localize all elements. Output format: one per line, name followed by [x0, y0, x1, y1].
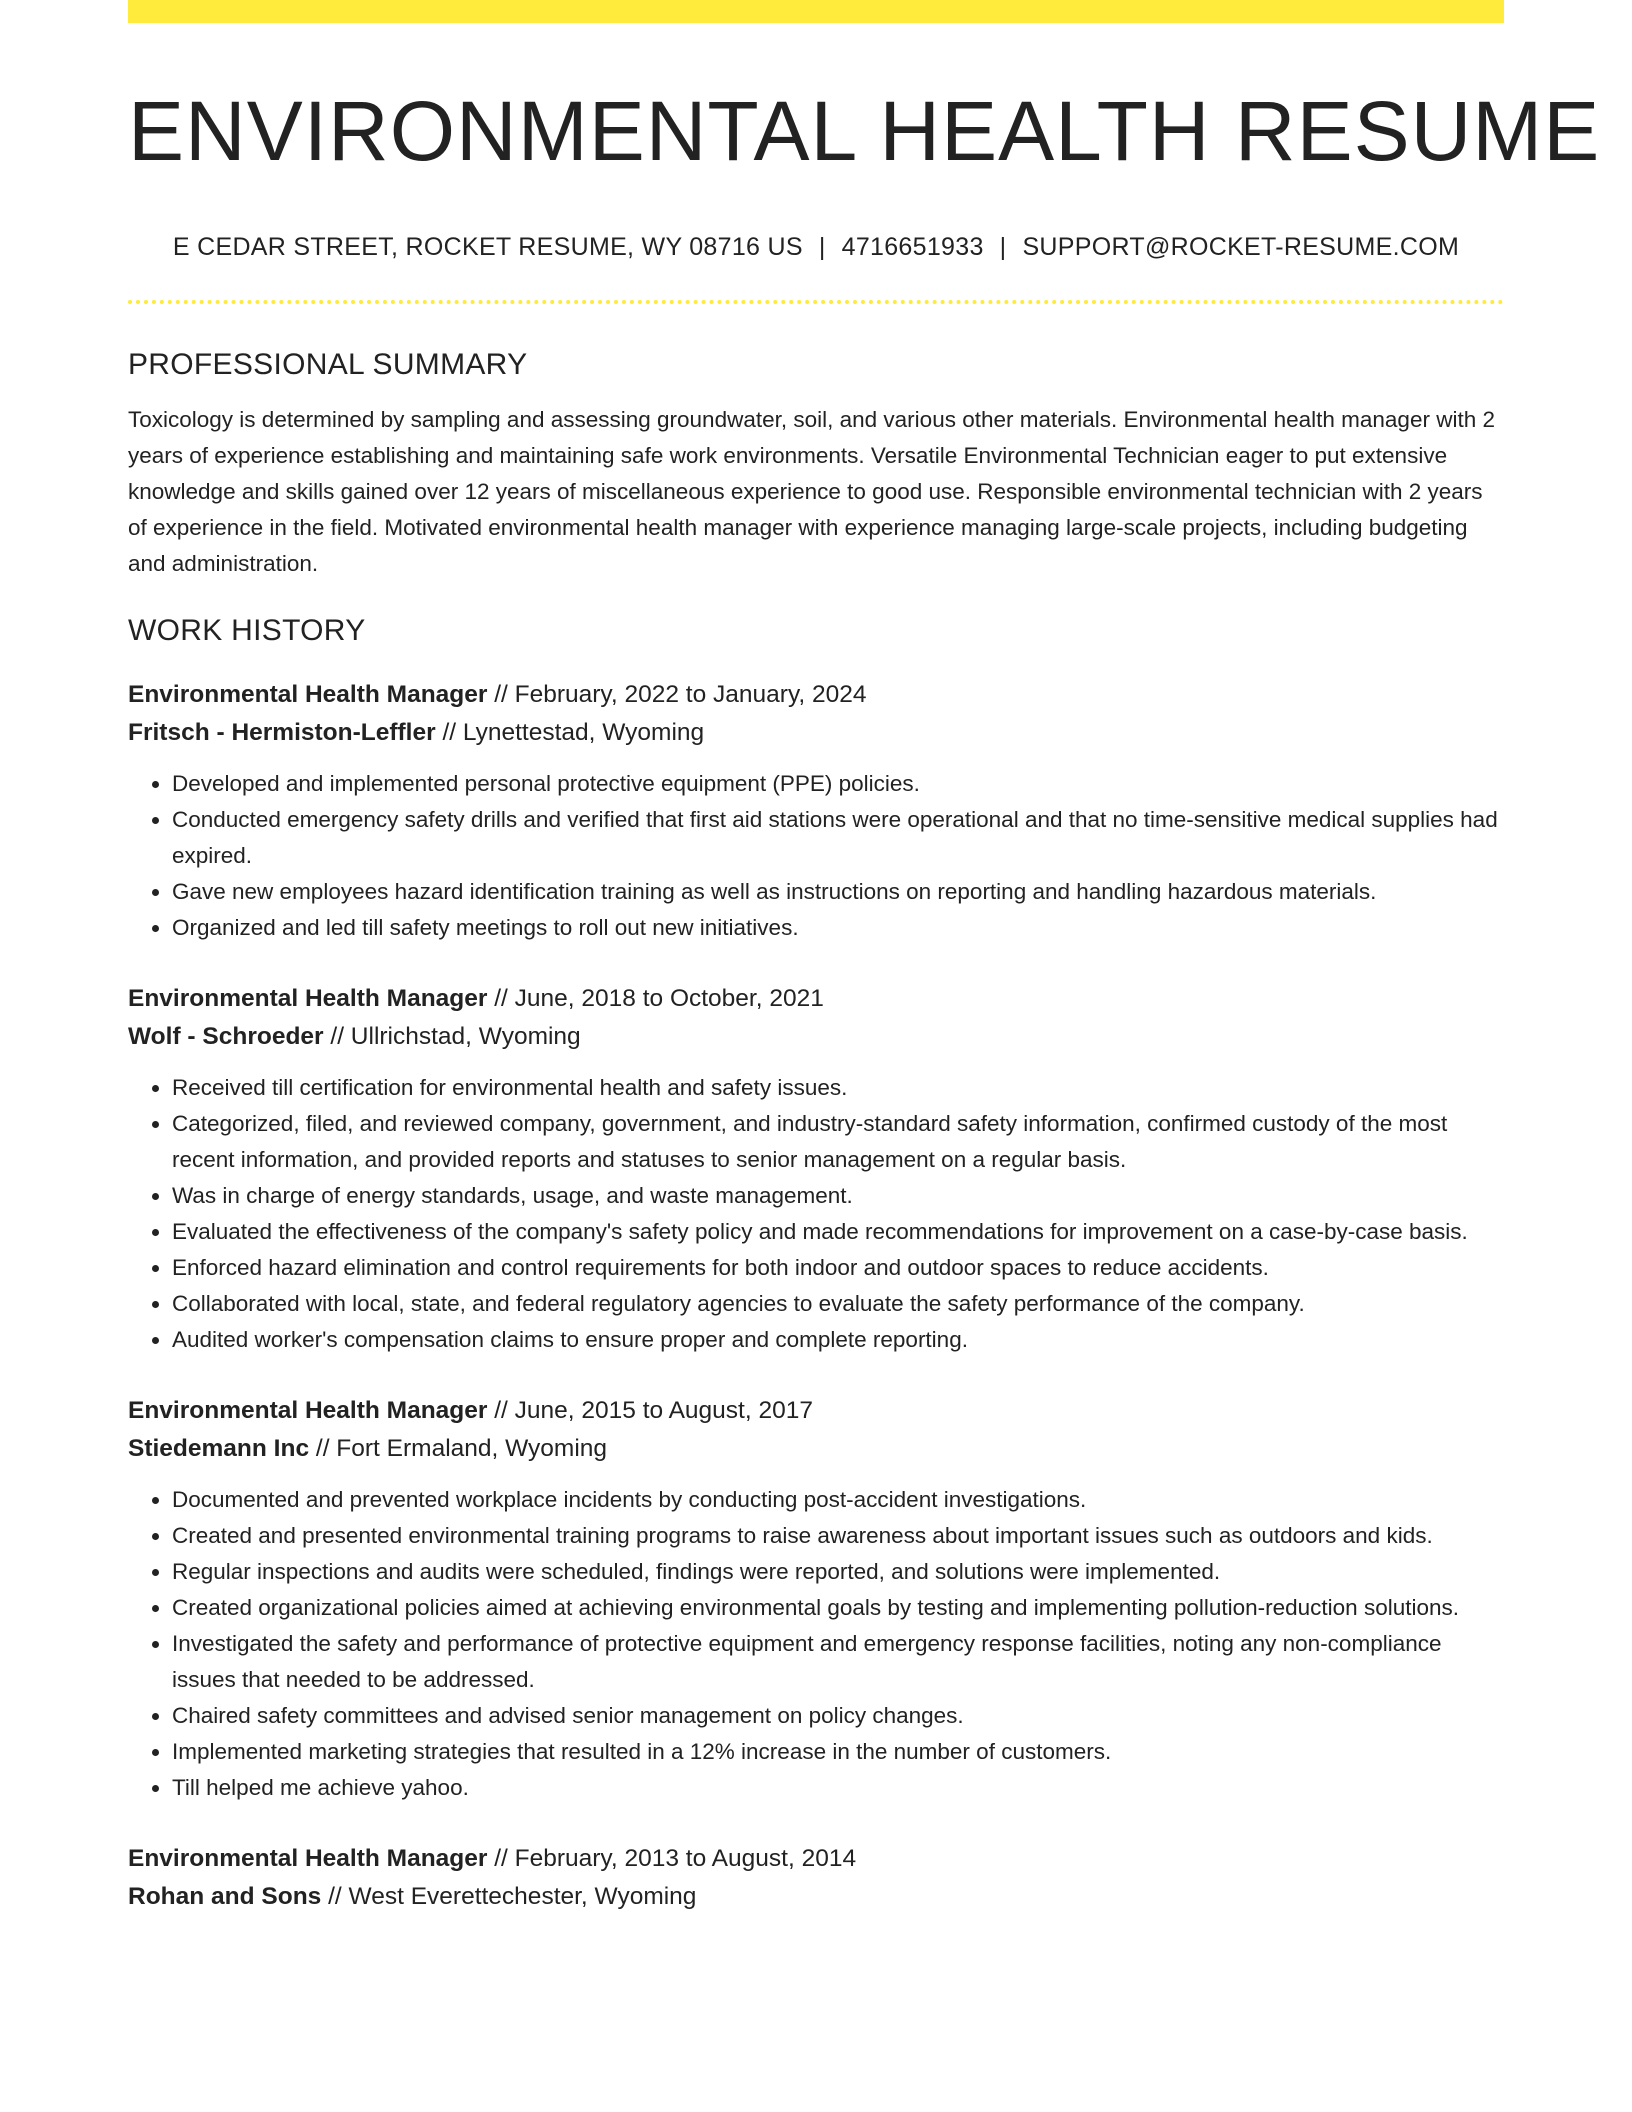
job-location: // Fort Ermaland, Wyoming [309, 1435, 608, 1463]
job-bullet: • Organized and led till safety meetings to roll out new initiatives. [172, 910, 1504, 946]
job-company-line [128, 1018, 1504, 1056]
job-dates: // February, 2022 to January, 2024 [487, 681, 867, 709]
job-bullet: • Evaluated the effectiveness of the company's safety policy and made recommendations for improvement on a case-by-case basis. [172, 1214, 1504, 1250]
job-company: Stiedemann Inc [128, 1435, 310, 1463]
top-accent-bar [128, 0, 1504, 23]
job-company: Fritsch - Hermiston-Leffler [128, 719, 436, 747]
job-bullet: • Chaired safety committees and advised senior management on policy changes. [172, 1698, 1504, 1734]
job-location: // Lynettestad, Wyoming [435, 719, 705, 747]
job-entry [128, 1392, 1504, 1806]
contact-phone: 4716651933 [841, 233, 984, 262]
job-bullet: • Developed and implemented personal protective equipment (PPE) policies. [172, 766, 1504, 802]
job-role-line [128, 676, 1504, 714]
job-role: Environmental Health Manager [128, 985, 488, 1013]
dotted-divider [128, 300, 1504, 304]
summary-text: Toxicology is determined by sampling and assessing groundwater, soil, and various other materials. Environmental health manager with 2 years of experience establishing and maintaining safe work environments. Versatile Environmental Technician eager to put extensive knowledge and skills gained over 12 years of miscellaneous experience to good use. Responsible environmental technician with 2 years of experience in the field. Motivated environmental health manager with experience managing large-scale projects, including budgeting and administration. [128, 407, 1495, 577]
job-role: Environmental Health Manager [128, 1845, 488, 1873]
job-entry [128, 1840, 1504, 1916]
job-bullet: • Gave new employees hazard identification training as well as instructions on reporting and handling hazardous materials. [172, 874, 1504, 910]
contact-line [128, 233, 1504, 262]
job-bullet: • Created organizational policies aimed at achieving environmental goals by testing and implementing pollution-reduction solutions. [172, 1590, 1504, 1626]
job-bullet: • Investigated the safety and performance of protective equipment and emergency response facilities, noting any non-compliance issues that needed to be addressed. [172, 1626, 1504, 1698]
job-role-line [128, 1840, 1504, 1878]
job-dates: // June, 2015 to August, 2017 [487, 1397, 813, 1425]
job-company: Rohan and Sons [128, 1883, 322, 1911]
job-bullet: • Till helped me achieve yahoo. [172, 1770, 1504, 1806]
job-bullet: • Categorized, filed, and reviewed company, government, and industry-standard safety information, confirmed custody of the most recent information, and provided reports and statuses to senior management on a regular basis. [172, 1106, 1504, 1178]
job-bullet: • Enforced hazard elimination and control requirements for both indoor and outdoor spaces to reduce accidents. [172, 1250, 1504, 1286]
job-dates: // June, 2018 to October, 2021 [487, 985, 824, 1013]
resume-title: ENVIRONMENTAL HEALTH RESUME [128, 84, 1601, 178]
job-bullet: • Regular inspections and audits were scheduled, findings were reported, and solutions were implemented. [172, 1554, 1504, 1590]
job-bullet: • Created and presented environmental training programs to raise awareness about important issues such as outdoors and kids. [172, 1518, 1504, 1554]
job-bullets [128, 1070, 1504, 1358]
contact-separator: | [818, 233, 826, 262]
job-entry [128, 980, 1504, 1358]
job-company-line [128, 1430, 1504, 1468]
contact-address: E CEDAR STREET, ROCKET RESUME, WY 08716 US [172, 233, 803, 262]
job-location: // Ullrichstad, Wyoming [323, 1023, 581, 1051]
contact-email: SUPPORT@ROCKET-RESUME.COM [1022, 233, 1460, 262]
work-history-list [128, 676, 1504, 1916]
job-bullets [128, 766, 1504, 946]
resume-page [128, 0, 1601, 1916]
job-bullet: • Collaborated with local, state, and federal regulatory agencies to evaluate the safety performance of the company. [172, 1286, 1504, 1322]
job-bullet: • Received till certification for environmental health and safety issues. [172, 1070, 1504, 1106]
job-entry [128, 676, 1504, 946]
job-dates: // February, 2013 to August, 2014 [487, 1845, 857, 1873]
job-bullet: • Conducted emergency safety drills and verified that first aid stations were operational and that no time-sensitive medical supplies had expired. [172, 802, 1504, 874]
job-role-line [128, 1392, 1504, 1430]
job-company-line [128, 714, 1504, 752]
job-bullets [128, 1482, 1504, 1806]
job-role-line [128, 980, 1504, 1018]
job-bullet: • Was in charge of energy standards, usage, and waste management. [172, 1178, 1504, 1214]
summary-heading: PROFESSIONAL SUMMARY [128, 348, 528, 382]
job-bullet: • Documented and prevented workplace incidents by conducting post-accident investigations. [172, 1482, 1504, 1518]
job-bullet: • Audited worker's compensation claims to ensure proper and complete reporting. [172, 1322, 1504, 1358]
job-role: Environmental Health Manager [128, 1397, 488, 1425]
job-bullet: • Implemented marketing strategies that resulted in a 12% increase in the number of customers. [172, 1734, 1504, 1770]
job-location: // West Everettechester, Wyoming [321, 1883, 697, 1911]
job-role: Environmental Health Manager [128, 681, 488, 709]
work-history-heading: WORK HISTORY [128, 614, 366, 648]
job-company: Wolf - Schroeder [128, 1023, 324, 1051]
contact-separator: | [999, 233, 1007, 262]
job-company-line [128, 1878, 1504, 1916]
